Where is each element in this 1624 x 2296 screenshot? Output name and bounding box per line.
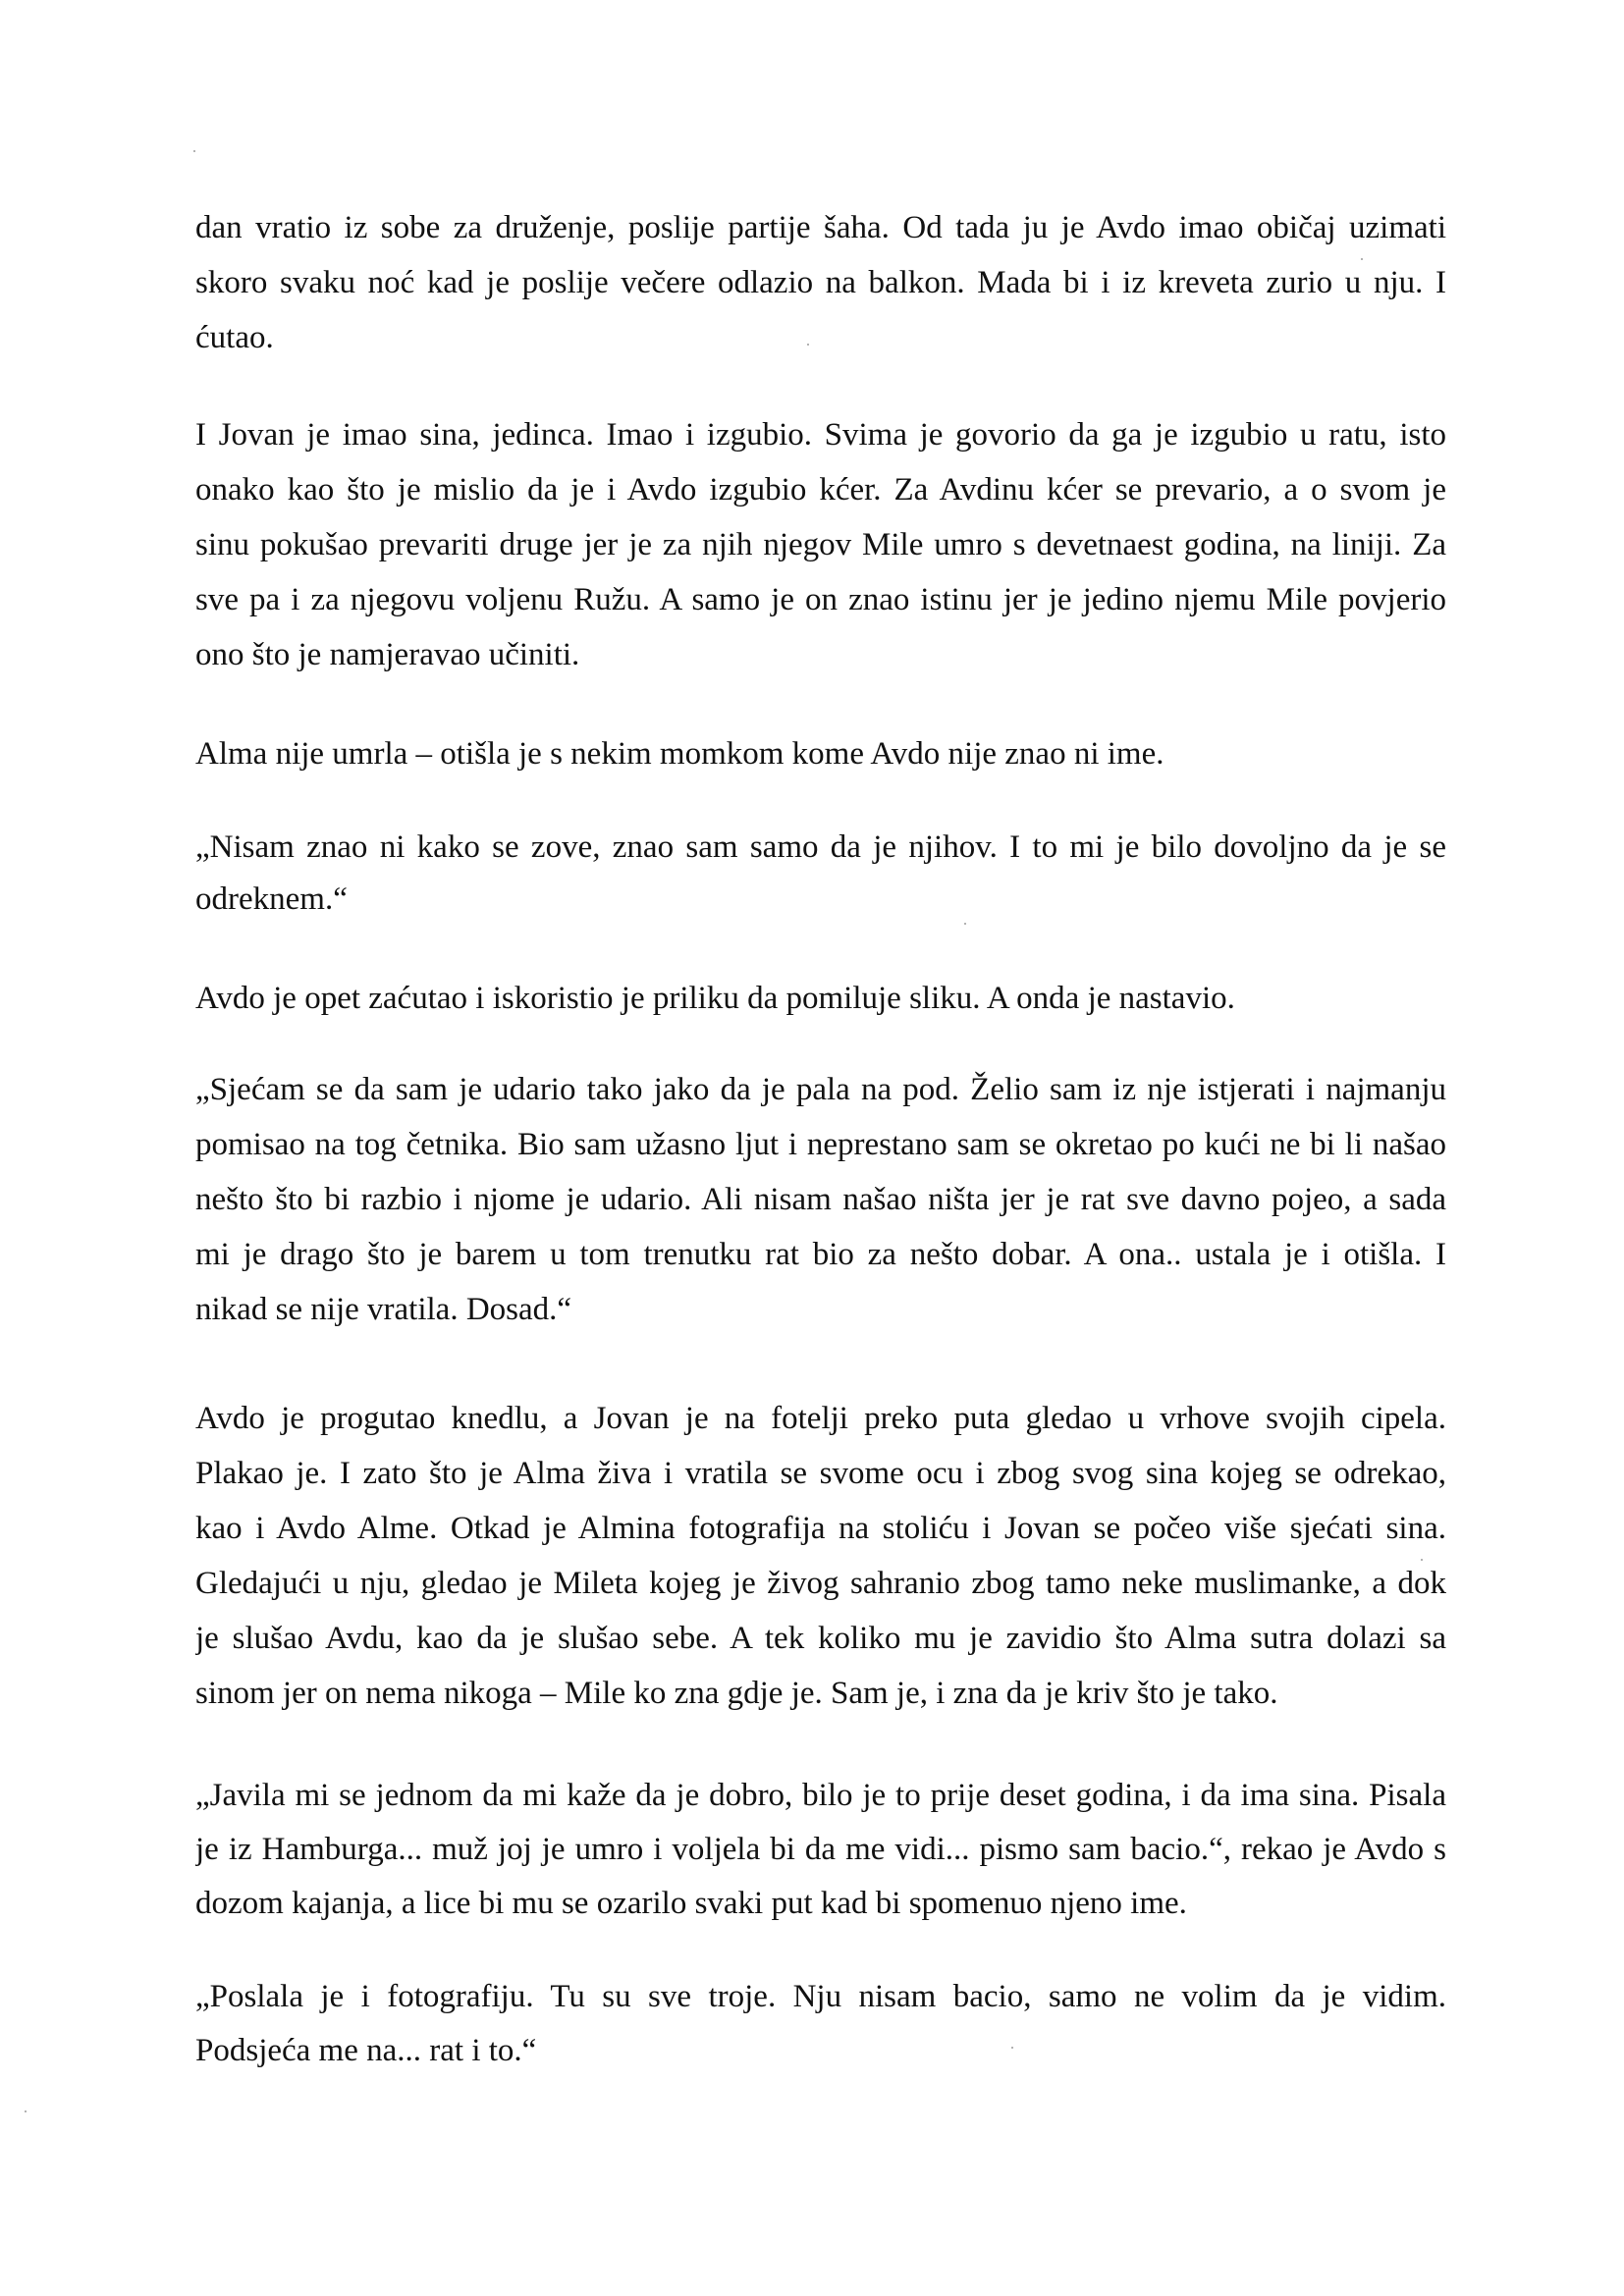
scan-speck: [1011, 2047, 1013, 2049]
paragraph: [195, 1769, 1446, 1931]
paragraph: [195, 726, 1446, 781]
text-line: mi je drago što je barem u tom trenutku rat bio za nešto dobar. A ona.. ustala je i otišla. I: [195, 1237, 1446, 1272]
text-line: sinom jer on nema nikoga – Mile ko zna gdje je. Sam je, i zna da je kriv što je tako.: [195, 1676, 1278, 1711]
text-line: sinu pokušao prevariti druge jer je za njih njegov Mile umro s devetnaest godina, na liniji. Za: [195, 527, 1446, 562]
paragraph: [195, 1970, 1446, 2078]
scan-speck: [1421, 1559, 1423, 1561]
text-line: odreknem.“: [195, 881, 348, 917]
paragraph: [195, 1062, 1446, 1337]
text-line: Alma nije umrla – otišla je s nekim momkom kome Avdo nije znao ni ime.: [195, 736, 1164, 772]
scan-speck: [964, 923, 966, 925]
paragraph: [195, 407, 1446, 682]
scan-speck: [1361, 258, 1363, 260]
paragraph: [195, 971, 1446, 1026]
text-line: onako kao što je mislio da je i Avdo izgubio kćer. Za Avdinu kćer se prevario, a o svom je: [195, 472, 1446, 507]
scan-speck: [25, 2110, 27, 2112]
text-line: „Sjećam se da sam je udario tako jako da je pala na pod. Želio sam iz nje istjerati i najmanju: [195, 1072, 1446, 1107]
paragraph: [195, 822, 1446, 926]
text-line: Podsjeća me na... rat i to.“: [195, 2033, 537, 2068]
text-line: skoro svaku noć kad je poslije večere odlazio na balkon. Mada bi i iz kreveta zurio u nju. I: [195, 265, 1446, 300]
text-line: „Poslala je i fotografiju. Tu su sve troje. Nju nisam bacio, samo ne volim da je vidim.: [195, 1979, 1446, 2014]
text-line: je slušao Avdu, kao da je slušao sebe. A tek koliko mu je zavidio što Alma sutra dolazi sa: [195, 1621, 1446, 1656]
text-line: „Javila mi se jednom da mi kaže da je dobro, bilo je to prije deset godina, i da ima sina. Pisala: [195, 1778, 1446, 1813]
text-line: ono što je namjeravao učiniti.: [195, 637, 580, 672]
text-line: Avdo je opet zaćutao i iskoristio je priliku da pomiluje sliku. A onda je nastavio.: [195, 981, 1235, 1016]
text-line: Gledajući u nju, gledao je Mileta kojeg je živog sahranio zbog tamo neke muslimanke, a dok: [195, 1566, 1446, 1601]
text-line: Plakao je. I zato što je Alma živa i vratila se svome ocu i zbog svog sina kojeg se odrekao,: [195, 1456, 1446, 1491]
paragraph: [195, 200, 1446, 365]
text-line: pomisao na tog četnika. Bio sam užasno ljut i neprestano sam se okretao po kući ne bi li našao: [195, 1127, 1446, 1162]
text-line: Avdo je progutao knedlu, a Jovan je na fotelji preko puta gledao u vrhove svojih cipela.: [195, 1401, 1446, 1436]
paragraph: [195, 1391, 1446, 1721]
text-line: je iz Hamburga... muž joj je umro i voljela bi da me vidi... pismo sam bacio.“, rekao je Avdo s: [195, 1832, 1446, 1867]
text-line: „Nisam znao ni kako se zove, znao sam samo da je njihov. I to mi je bilo dovoljno da je se: [195, 829, 1446, 865]
text-line: kao i Avdo Alme. Otkad je Almina fotografija na stoliću i Jovan se počeo više sjećati sina.: [195, 1511, 1446, 1546]
text-line: nešto što bi razbio i njome je udario. Ali nisam našao ništa jer je rat sve davno pojeo, a sada: [195, 1182, 1446, 1217]
text-line: nikad se nije vratila. Dosad.“: [195, 1292, 572, 1327]
scan-speck: [193, 150, 195, 152]
text-line: I Jovan je imao sina, jedinca. Imao i izgubio. Svima je govorio da ga je izgubio u ratu, isto: [195, 417, 1446, 453]
text-line: dozom kajanja, a lice bi mu se ozarilo svaki put kad bi spomenuo njeno ime.: [195, 1886, 1187, 1921]
text-line: dan vratio iz sobe za druženje, poslije partije šaha. Od tada ju je Avdo imao običaj uzimati: [195, 210, 1446, 245]
text-line: ćutao.: [195, 320, 274, 355]
scan-speck: [807, 344, 809, 346]
text-line: sve pa i za njegovu voljenu Ružu. A samo je on znao istinu jer je jedino njemu Mile povjerio: [195, 582, 1446, 617]
